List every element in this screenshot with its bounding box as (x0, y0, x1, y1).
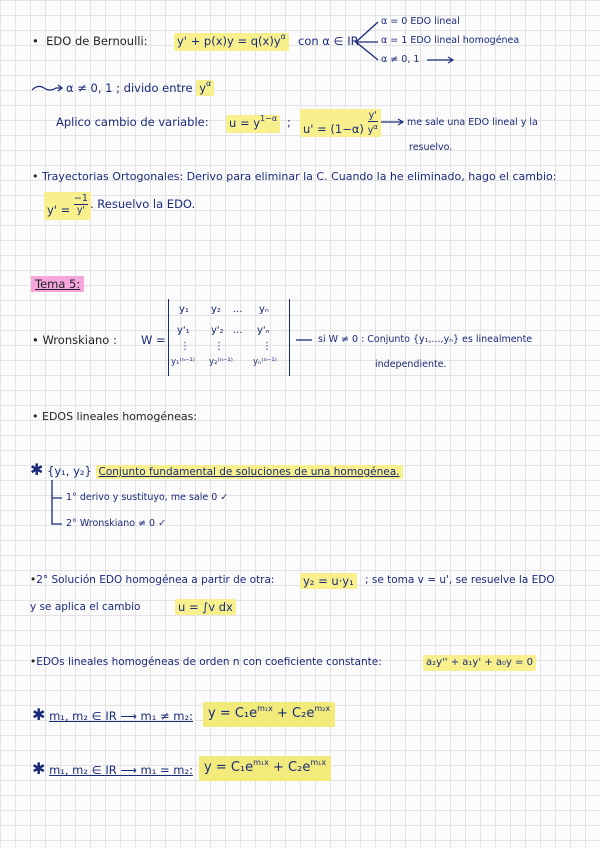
star-icon: ✱ (30, 460, 44, 479)
segunda-eq: y₂ = u·y₁ (300, 573, 357, 589)
segunda-text-2: ; se toma v = u', se resuelve la EDO (365, 574, 555, 586)
coef-eq: a₂y'' + a₁y' + a₀y = 0 (423, 655, 536, 671)
result-arrow (378, 119, 403, 125)
bernoulli-step2: Aplico cambio de variable: (56, 115, 209, 129)
star-icon: ✱ (32, 759, 46, 778)
tree-branches (52, 480, 62, 524)
star-icon: ✱ (32, 705, 46, 724)
wavy-arrow (32, 85, 62, 91)
edos-heading: • EDOS lineales homogéneas: (32, 410, 198, 423)
bernoulli-result-2: resuelvo. (409, 142, 453, 153)
bernoulli-equation: $y' + p(x)y = q(x)y^\alpha$ (174, 33, 289, 51)
bernoulli-substitution: $u = y^{1-\alpha}$ (226, 115, 280, 133)
bernoulli-condition: con α ∈ IR (298, 34, 359, 48)
bernoulli-heading: • EDO de Bernoulli: (32, 34, 148, 48)
det-cell: y₂ (211, 304, 221, 315)
det-cell: y'₁ (177, 325, 190, 336)
det-cell: ... (233, 325, 243, 336)
case-arrow (427, 57, 453, 63)
det-cell: ⋮ (214, 341, 224, 352)
coef-case-1-eq: $y = C_1e^{m_1x} + C_2e^{m_2x}$ (203, 702, 335, 727)
bernoulli-case-2: α = 1 EDO lineal homogénea (381, 35, 520, 46)
case-brace-top (356, 22, 378, 42)
edos-branch-1: 1° derivo y sustituyo, me sale 0 ✓ (66, 492, 229, 503)
det-cell: ... (233, 304, 243, 315)
det-cell: ⋮ (262, 341, 272, 352)
wronskiano-w: W = (141, 333, 166, 347)
segunda-text: •2° Solución EDO homogénea a partir de otra: (30, 574, 275, 586)
det-cell: ⋮ (180, 341, 190, 352)
bernoulli-step1: α ≠ 0, 1 ; divido entre $y^\alpha$ (66, 81, 214, 97)
segunda-eq-2: u = ∫v dx (175, 599, 236, 615)
bernoulli-case-1: α = 0 EDO lineal (381, 16, 460, 27)
case-brace-bottom (356, 42, 378, 60)
wronskiano-note-2: independiente. (375, 359, 447, 370)
bernoulli-result: me sale una EDO lineal y la (407, 117, 538, 128)
det-cell: yₙ (259, 304, 269, 315)
section-title: Tema 5: (31, 276, 84, 292)
det-cell: y₁ (179, 304, 189, 315)
trayectorias-text: • Trayectorias Ortogonales: Derivo para eliminar la C. Cuando la he eliminado, hago el cambio: (32, 170, 557, 183)
wronskiano-determinant (168, 299, 290, 376)
det-cell: y'₂ (211, 325, 224, 336)
det-cell: y₁⁽ⁿ⁻¹⁾ (171, 357, 195, 367)
det-cell: y'ₙ (257, 325, 270, 336)
edos-fundamental: ✱ {y₁, y₂} Conjunto fundamental de soluciones de una homogénea. (30, 463, 403, 479)
bernoulli-case-3: α ≠ 0, 1 (381, 54, 420, 65)
wronskiano-note: si W ≠ 0 : Conjunto {y₁,...,yₙ} es linealmente (318, 334, 533, 345)
det-cell: y₂⁽ⁿ⁻¹⁾ (209, 357, 233, 367)
coef-case-2-eq: $y = C_1e^{m_1x} + C_2e^{m_1x}$ (199, 756, 331, 781)
segunda-line-2: y se aplica el cambio (30, 601, 141, 613)
trayectorias-text-2: . Resuelvo la EDO. (90, 197, 196, 211)
trayectorias-equation: y' = $\frac{-1}{y'}$ (44, 192, 91, 220)
coef-text: •EDOs lineales homogéneas de orden n con coeficiente constante: (30, 656, 382, 668)
wronskiano-label: • Wronskiano : (32, 333, 117, 347)
det-cell: yₙ⁽ⁿ⁻¹⁾ (253, 357, 277, 367)
coef-case-1: ✱ m₁, m₂ ∈ IR ⟶ m₁ ≠ m₂: (32, 705, 193, 724)
bernoulli-derivative: u' = (1−α) $\frac{y'}{y^\alpha}$ (300, 109, 381, 137)
coef-case-2: ✱ m₁, m₂ ∈ IR ⟶ m₁ = m₂: (32, 759, 193, 778)
bernoulli-separator: ; (287, 115, 291, 129)
edos-branch-2: 2° Wronskiano ≠ 0 ✓ (66, 518, 167, 529)
